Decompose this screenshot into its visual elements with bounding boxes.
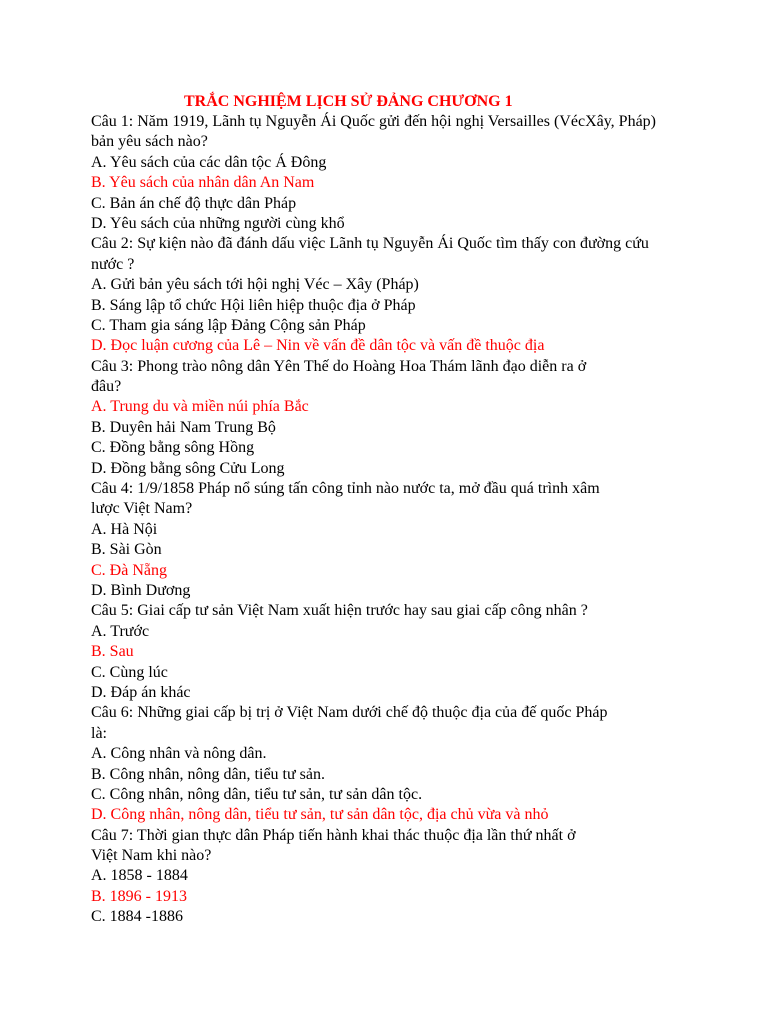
question-text: Câu 2: Sự kiện nào đã đánh dấu việc Lãnh tụ Nguyễn Ái Quốc tìm thấy con đường cứu: [91, 235, 649, 253]
answer-option: A. Công nhân và nông dân.: [91, 745, 267, 763]
correct-answer-option: B. Yêu sách của nhân dân An Nam: [91, 174, 315, 192]
quiz-content: [91, 112, 711, 928]
question-text: là:: [91, 724, 107, 742]
answer-option: A. 1858 - 1884: [91, 867, 188, 885]
answer-option: A. Yêu sách của các dân tộc Á Đông: [91, 153, 327, 171]
answer-option: B. Công nhân, nông dân, tiểu tư sản.: [91, 765, 325, 783]
answer-option: D. Yêu sách của những người cùng khổ: [91, 214, 345, 232]
correct-answer-option: D. Đọc luận cương của Lê – Nin về vấn đề dân tộc và vấn đề thuộc địa: [91, 337, 545, 355]
answer-option: C. 1884 -1886: [91, 908, 183, 926]
answer-option: C. Cùng lúc: [91, 663, 168, 681]
answer-option: B. Duyên hải Nam Trung Bộ: [91, 418, 276, 436]
question-text: bản yêu sách nào?: [91, 133, 208, 151]
answer-option: D. Đáp án khác: [91, 683, 191, 701]
answer-option: B. Sài Gòn: [91, 541, 162, 559]
question-text: Câu 5: Giai cấp tư sản Việt Nam xuất hiện trước hay sau giai cấp công nhân ?: [91, 602, 588, 620]
question-text: Việt Nam khi nào?: [91, 847, 212, 865]
answer-option: C. Đồng bằng sông Hồng: [91, 439, 255, 457]
question-text: Câu 3: Phong trào nông dân Yên Thế do Hoàng Hoa Thám lãnh đạo diễn ra ở: [91, 357, 587, 375]
answer-option: D. Bình Dương: [91, 581, 191, 599]
correct-answer-option: B. Sau: [91, 643, 134, 661]
document-title: TRẮC NGHIỆM LỊCH SỬ ĐẢNG CHƯƠNG 1: [184, 93, 513, 110]
question-text: Câu 7: Thời gian thực dân Pháp tiến hành khai thác thuộc địa lần thứ nhất ở: [91, 826, 576, 844]
question-text: lược Việt Nam?: [91, 500, 193, 518]
answer-option: A. Trước: [91, 622, 150, 640]
question-text: Câu 6: Những giai cấp bị trị ở Việt Nam dưới chế độ thuộc địa của đế quốc Pháp: [91, 704, 608, 722]
answer-option: B. Sáng lập tổ chức Hội liên hiệp thuộc địa ở Pháp: [91, 296, 416, 314]
question-text: đâu?: [91, 378, 122, 396]
answer-option: C. Công nhân, nông dân, tiểu tư sản, tư sản dân tộc.: [91, 785, 423, 803]
answer-option: D. Đồng bằng sông Cửu Long: [91, 459, 285, 477]
correct-answer-option: B. 1896 - 1913: [91, 887, 187, 905]
correct-answer-option: C. Đà Nẵng: [91, 561, 167, 579]
question-text: nước ?: [91, 255, 135, 273]
correct-answer-option: A. Trung du và miền núi phía Bắc: [91, 398, 309, 416]
question-text: Câu 1: Năm 1919, Lãnh tụ Nguyễn Ái Quốc gửi đến hội nghị Versailles (VécXây, Pháp): [91, 113, 657, 130]
correct-answer-option: D. Công nhân, nông dân, tiểu tư sản, tư sản dân tộc, địa chủ vừa và nhỏ: [91, 806, 549, 824]
question-text: Câu 4: 1/9/1858 Pháp nổ súng tấn công tỉnh nào nước ta, mở đầu quá trình xâm: [91, 480, 600, 498]
answer-option: A. Hà Nội: [91, 520, 158, 538]
answer-option: C. Tham gia sáng lập Đảng Cộng sản Pháp: [91, 316, 366, 334]
answer-option: A. Gửi bản yêu sách tới hội nghị Véc – Xây (Pháp): [91, 276, 419, 294]
answer-option: C. Bản án chế độ thực dân Pháp: [91, 194, 297, 212]
